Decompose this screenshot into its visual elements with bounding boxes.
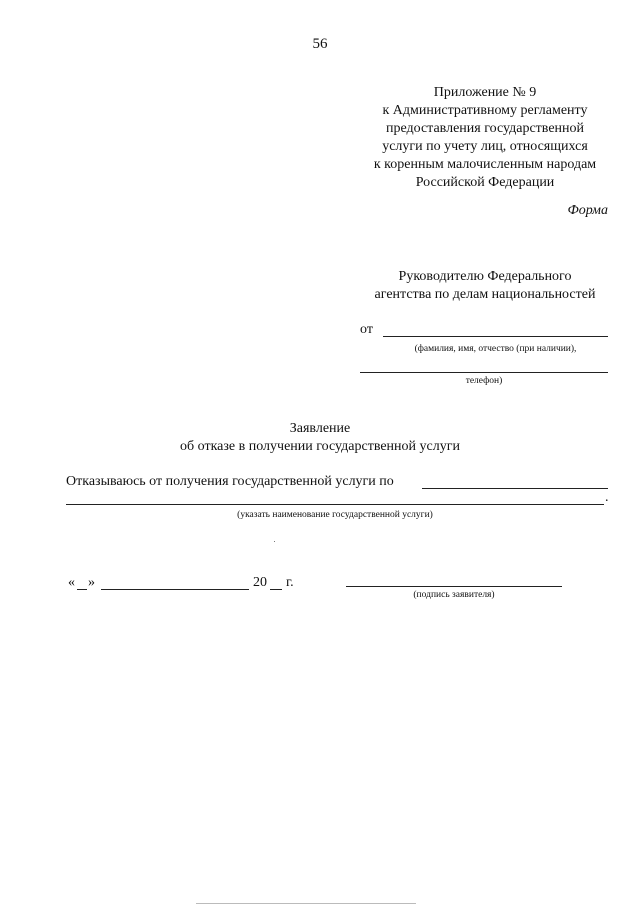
service-name-field-1[interactable]	[422, 488, 608, 489]
annex-line: к коренным малочисленным народам	[373, 157, 597, 172]
date-month-field[interactable]	[101, 589, 249, 590]
trailing-dot: .	[605, 490, 609, 505]
phone-caption: телефон)	[465, 376, 503, 386]
annex-line: предоставления государственной	[385, 121, 585, 136]
annex-line: услуги по учету лиц, относящихся	[382, 139, 588, 154]
addressee-line: Руководителю Федерального	[398, 269, 572, 284]
addressee-line: агентства по делам национальностей	[374, 287, 596, 302]
annex-line: Приложение № 9	[433, 85, 537, 100]
service-caption: (указать наименование государственной услуги)	[237, 510, 433, 520]
service-name-field-2[interactable]	[66, 504, 604, 505]
date-quote-open: «	[68, 575, 75, 590]
refuse-text: Отказываюсь от получения государственной услуги по	[66, 474, 394, 489]
statement-subtitle: об отказе в получении государственной услуги	[180, 439, 460, 454]
applicant-name-field[interactable]	[383, 336, 608, 337]
year-prefix: 20	[253, 575, 267, 590]
addressee-block	[340, 268, 630, 304]
date-day-field[interactable]	[77, 589, 87, 590]
annex-header	[350, 84, 620, 192]
applicant-phone-field[interactable]	[360, 372, 608, 373]
date-quote-close: »	[88, 575, 95, 590]
from-label: от	[360, 322, 373, 337]
signature-field[interactable]	[346, 586, 562, 587]
statement-title: Заявление	[289, 421, 351, 436]
annex-line: Российской Федерации	[415, 175, 555, 190]
scan-speck	[274, 541, 275, 542]
name-caption: (фамилия, имя, отчество (при наличии),	[414, 344, 577, 354]
year-suffix: г.	[286, 575, 294, 590]
form-label: Форма	[567, 203, 608, 218]
annex-line: к Административному регламенту	[382, 103, 588, 118]
signature-caption: (подпись заявителя)	[413, 590, 495, 600]
scan-edge-line	[196, 903, 416, 904]
statement-title-block	[0, 420, 640, 456]
date-year-field[interactable]	[270, 589, 282, 590]
page-number: 56	[312, 36, 328, 52]
